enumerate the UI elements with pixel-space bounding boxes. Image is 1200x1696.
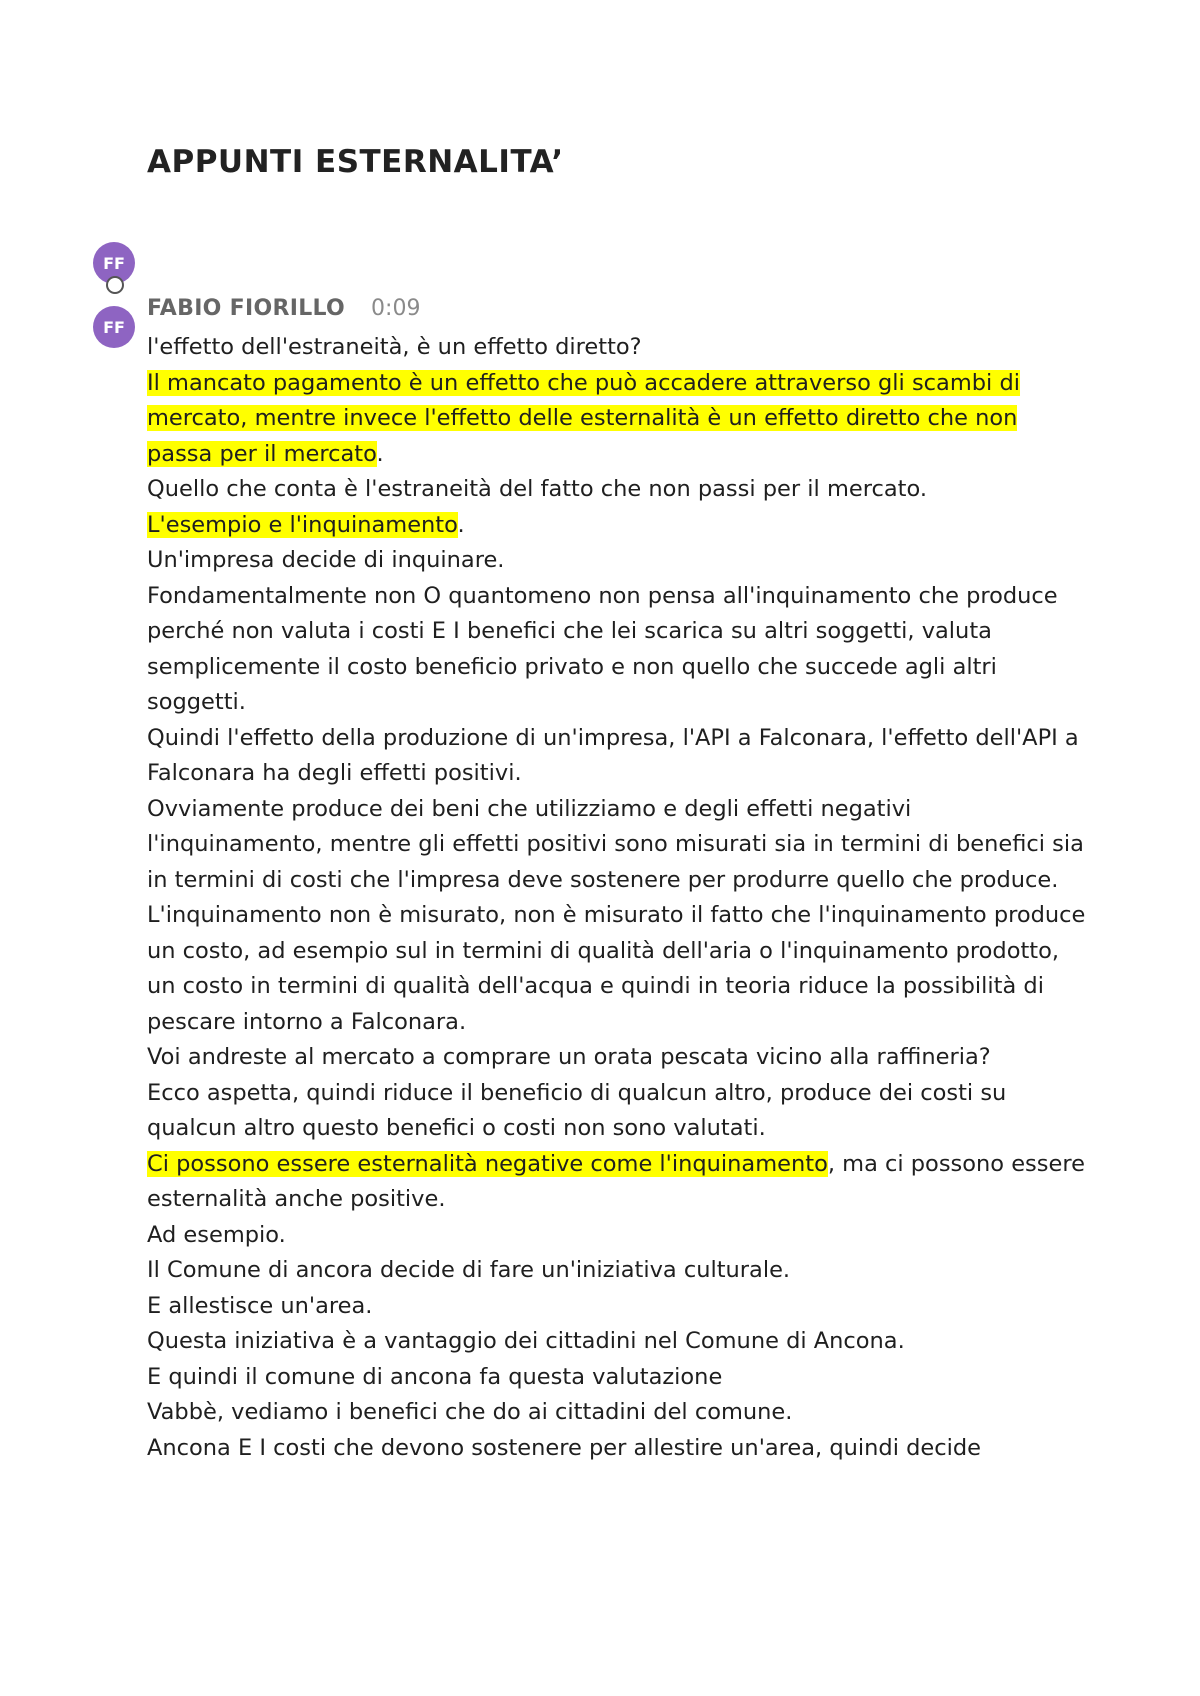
transcript-paragraph — [147, 1395, 1087, 1431]
transcript-text: Fondamentalmente non O quantomeno non pensa all'inquinamento che produce perché non valuta i costi E I benefici che lei scarica su altri soggetti, valuta semplicemente il costo beneficio privato e non quello che succede agli altri soggetti. — [147, 582, 1058, 715]
transcript-text: , ma ci possono essere esternalità anche positive. — [147, 1150, 1085, 1212]
transcript-paragraph — [147, 472, 1087, 508]
transcript-paragraph — [147, 543, 1087, 579]
highlighted-text: Ci possono essere esternalità negative come l'inquinamento — [147, 1150, 828, 1177]
record-indicator-icon — [106, 276, 124, 294]
transcript-body — [147, 330, 1087, 1466]
transcript-text: Ovviamente produce dei beni che utilizziamo e degli effetti negativi l'inquinamento, mentre gli effetti positivi sono misurati sia in termini di benefici sia in termini di costi che l'impresa deve sostenere per produrre quello che produce. — [147, 795, 1084, 893]
transcript-text: Ad esempio. — [147, 1221, 286, 1248]
transcript-text: Vabbè, vediamo i benefici che do ai cittadini del comune. — [147, 1399, 793, 1425]
transcript-paragraph — [147, 1324, 1087, 1360]
transcript-text: Ecco aspetta, quindi riduce il beneficio di qualcun altro, produce dei costi su qualcun altro questo benefici o costi non sono valutati. — [147, 1079, 1007, 1141]
speaker-header — [147, 296, 420, 321]
transcript-paragraph — [147, 1289, 1087, 1325]
transcript-paragraph — [147, 1360, 1087, 1396]
timestamp[interactable]: 0:09 — [371, 296, 421, 321]
transcript-paragraph — [147, 1040, 1087, 1076]
transcript-paragraph — [147, 898, 1087, 1040]
transcript-text: L'inquinamento non è misurato, non è misurato il fatto che l'inquinamento produce un costo, ad esempio sul in termini di qualità dell'aria o l'inquinamento prodotto, un costo in termini di qualità dell'acqua e quindi in teoria riduce la possibilità di pescare intorno a Falconara. — [147, 902, 1086, 1035]
speaker-name: FABIO FIORILLO — [147, 296, 346, 321]
transcript-text: l'effetto dell'estraneità, è un effetto diretto? — [147, 334, 642, 360]
transcript-text: E allestisce un'area. — [147, 1292, 373, 1319]
transcript-paragraph — [147, 1147, 1087, 1218]
transcript-paragraph — [147, 366, 1087, 473]
avatar: FF — [93, 306, 135, 348]
transcript-text: Questa iniziativa è a vantaggio dei cittadini nel Comune di Ancona. — [147, 1328, 905, 1354]
transcript-text: . — [457, 511, 465, 538]
page-title: APPUNTI ESTERNALITA’ — [147, 144, 564, 180]
transcript-text: Il Comune di ancora decide di fare un'iniziativa culturale. — [147, 1257, 791, 1283]
transcript-paragraph — [147, 1076, 1087, 1147]
transcript-text: . — [376, 440, 384, 467]
transcript-text: Un'impresa decide di inquinare. — [147, 547, 505, 573]
transcript-paragraph — [147, 721, 1087, 792]
transcript-text: E quindi il comune di ancona fa questa valutazione — [147, 1363, 723, 1390]
transcript-text: Quello che conta è l'estraneità del fatto che non passi per il mercato. — [147, 476, 927, 502]
transcript-paragraph — [147, 330, 1087, 366]
transcript-paragraph — [147, 792, 1087, 899]
transcript-paragraph — [147, 1218, 1087, 1254]
transcript-paragraph — [147, 579, 1087, 721]
transcript-paragraph — [147, 508, 1087, 544]
transcript-text: Ancona E I costi che devono sostenere per allestire un'area, quindi decide — [147, 1434, 981, 1461]
transcript-text: Quindi l'effetto della produzione di un'impresa, l'API a Falconara, l'effetto dell'API a Falconara ha degli effetti positivi. — [147, 724, 1079, 786]
transcript-text: Voi andreste al mercato a comprare un orata pescata vicino alla raffineria? — [147, 1044, 991, 1070]
transcript-paragraph — [147, 1253, 1087, 1289]
highlighted-text: Il mancato pagamento è un effetto che può accadere attraverso gli scambi di mercato, mentre invece l'effetto delle esternalità è un effetto diretto che non passa per il mercato — [147, 369, 1020, 467]
avatar: FF — [93, 242, 135, 284]
highlighted-text: L'esempio e l'inquinamento — [147, 511, 458, 538]
transcript-paragraph — [147, 1431, 1087, 1467]
